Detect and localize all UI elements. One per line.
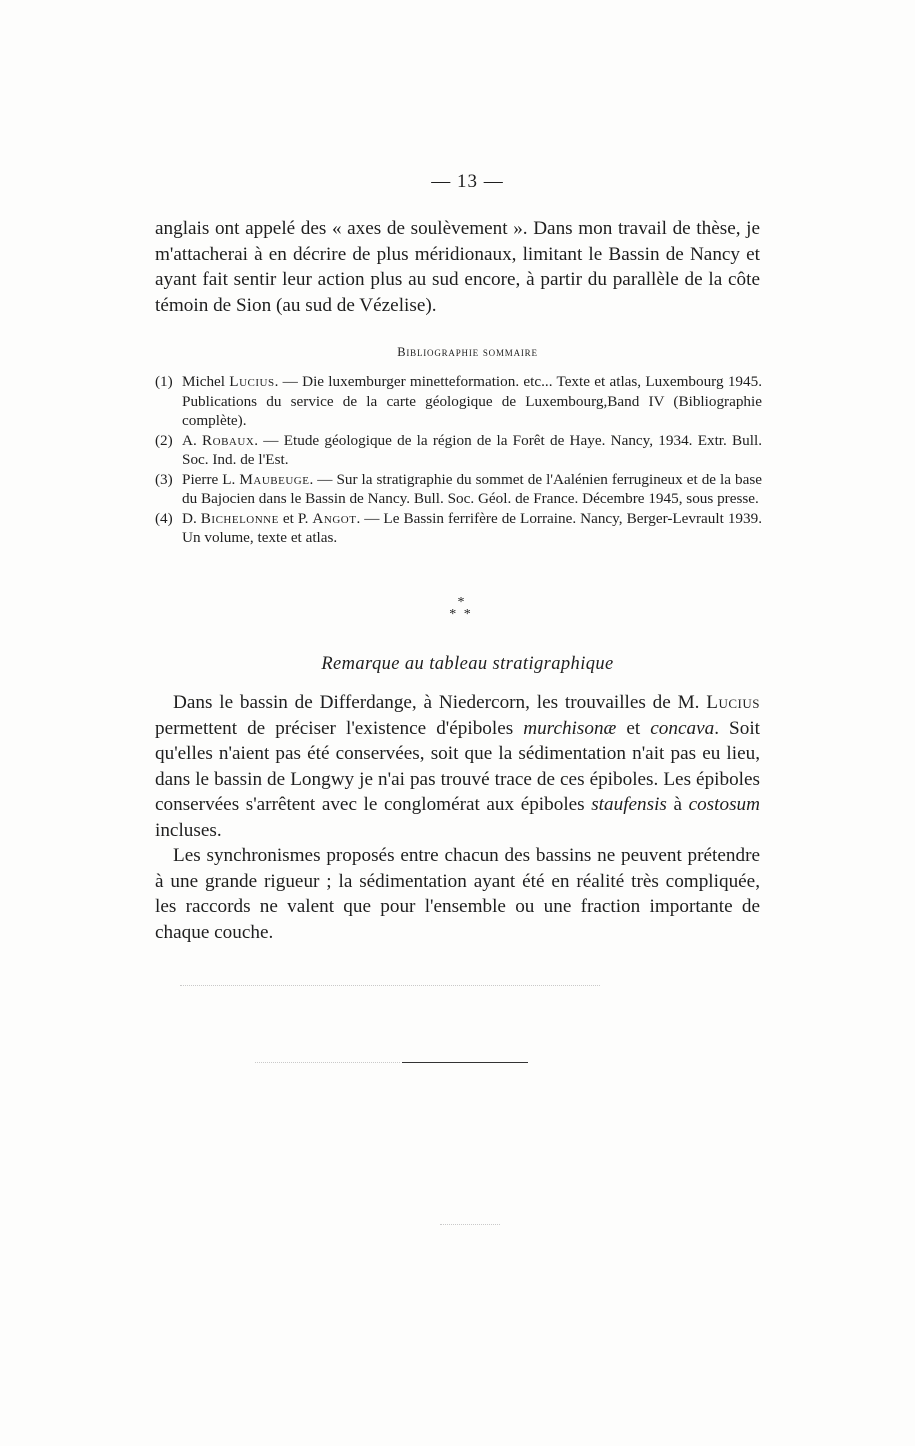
- entry-number: (4): [155, 509, 173, 527]
- text-run: Dans le bassin de Differdange, à Niedercorn, les trouvailles de M.: [173, 692, 707, 713]
- entry-text: . — Le Bassin ferrifère de Lorraine. Nancy, Berger-Levrault 1939. Un volume, texte et atlas.: [182, 509, 763, 546]
- entry-author-last: Lucius: [229, 373, 275, 390]
- text-run: permettent de préciser l'existence d'épiboles: [155, 717, 524, 739]
- bibliography-list: [155, 372, 762, 548]
- species-name: murchisonæ: [523, 717, 617, 739]
- entry-author-first: D.: [182, 509, 197, 527]
- remark-paragraph-1: [155, 690, 760, 843]
- intro-text: anglais ont appelé des « axes de soulèvement ». Dans mon travail de thèse, je m'attacherai à en décrire de plus méridionaux, limitant le Bassin de Nancy et ayant fait sentir leur action plus au sud encore, à partir du parallèle de la côte témoin de Sion (au sud de Vézelise).: [155, 218, 760, 316]
- asterism-bottom: * *: [449, 607, 473, 622]
- entry-number: (1): [155, 373, 173, 390]
- page-number: — 13 —: [431, 171, 504, 192]
- entry-text: . — Die luxemburger minetteformation. etc... Texte et atlas, Luxembourg 1945. Publications du service de la carte géologique de Luxembourg,Band IV (Bibliographie complète).: [182, 373, 762, 429]
- species-name: costosum: [688, 794, 760, 815]
- faint-dotted-mark: [180, 985, 600, 987]
- bibliography-entry: [155, 372, 762, 431]
- bibliography-entry: [155, 509, 762, 548]
- horizontal-rule: [402, 1062, 528, 1063]
- bibliography-heading: Bibliographie sommaire: [397, 345, 538, 359]
- entry-text-middle: et P.: [278, 509, 313, 527]
- entry-number: (2): [155, 431, 173, 449]
- entry-author-last-2: Angot: [312, 509, 357, 527]
- faint-dotted-mark: [255, 1062, 400, 1064]
- entry-author-last: Maubeuge: [239, 470, 310, 488]
- text-run: . Soit qu'elles n'aient pas été conservées, soit que la sédimentation n'ait pas eu lieu, dans le bassin de Longwy je n'ai pas trouvé trace de ces épiboles. Les épiboles conservées s'arrêtent avec le conglomérat aux épiboles: [155, 717, 760, 815]
- entry-author-last: Bichelonne: [200, 509, 279, 527]
- entry-author-first: A.: [182, 431, 197, 449]
- entry-author-first: Pierre L.: [182, 470, 236, 488]
- asterism-divider: [449, 597, 473, 625]
- species-name: staufensis: [591, 794, 667, 815]
- entry-author-first: Michel: [182, 373, 226, 390]
- intro-paragraph: [155, 216, 760, 318]
- entry-number: (3): [155, 470, 173, 488]
- entry-text: . — Sur la stratigraphie du sommet de l'Aalénien ferrugineux et de la base du Bajocien dans le Bassin de Nancy. Bull. Soc. Géol. de France. Décembre 1945, sous presse.: [182, 470, 762, 507]
- bibliography-entry: [155, 470, 762, 509]
- entry-text: . — Etude géologique de la région de la Forêt de Haye. Nancy, 1934. Extr. Bull. Soc. Ind. de l'Est.: [182, 431, 763, 468]
- entry-author-last: Robaux: [202, 431, 255, 449]
- author-name: Lucius: [706, 692, 760, 713]
- text-run: incluses.: [155, 819, 222, 841]
- faint-dotted-mark: [440, 1224, 500, 1226]
- asterism-top: *: [457, 595, 465, 610]
- species-name: concava: [650, 717, 715, 739]
- section-title: Remarque au tableau stratigraphique: [321, 654, 614, 674]
- remark-body: [155, 690, 760, 945]
- bibliography-entry: [155, 431, 762, 470]
- remark-paragraph-2: Les synchronismes proposés entre chacun des bassins ne peuvent prétendre à une grande rigueur ; la sédimentation ayant été en réalité très compliquée, les raccords ne valent que pour l'ensemble ou une fraction importante de chaque couche.: [155, 845, 760, 943]
- text-run: à: [666, 794, 689, 815]
- text-run: et: [616, 717, 651, 739]
